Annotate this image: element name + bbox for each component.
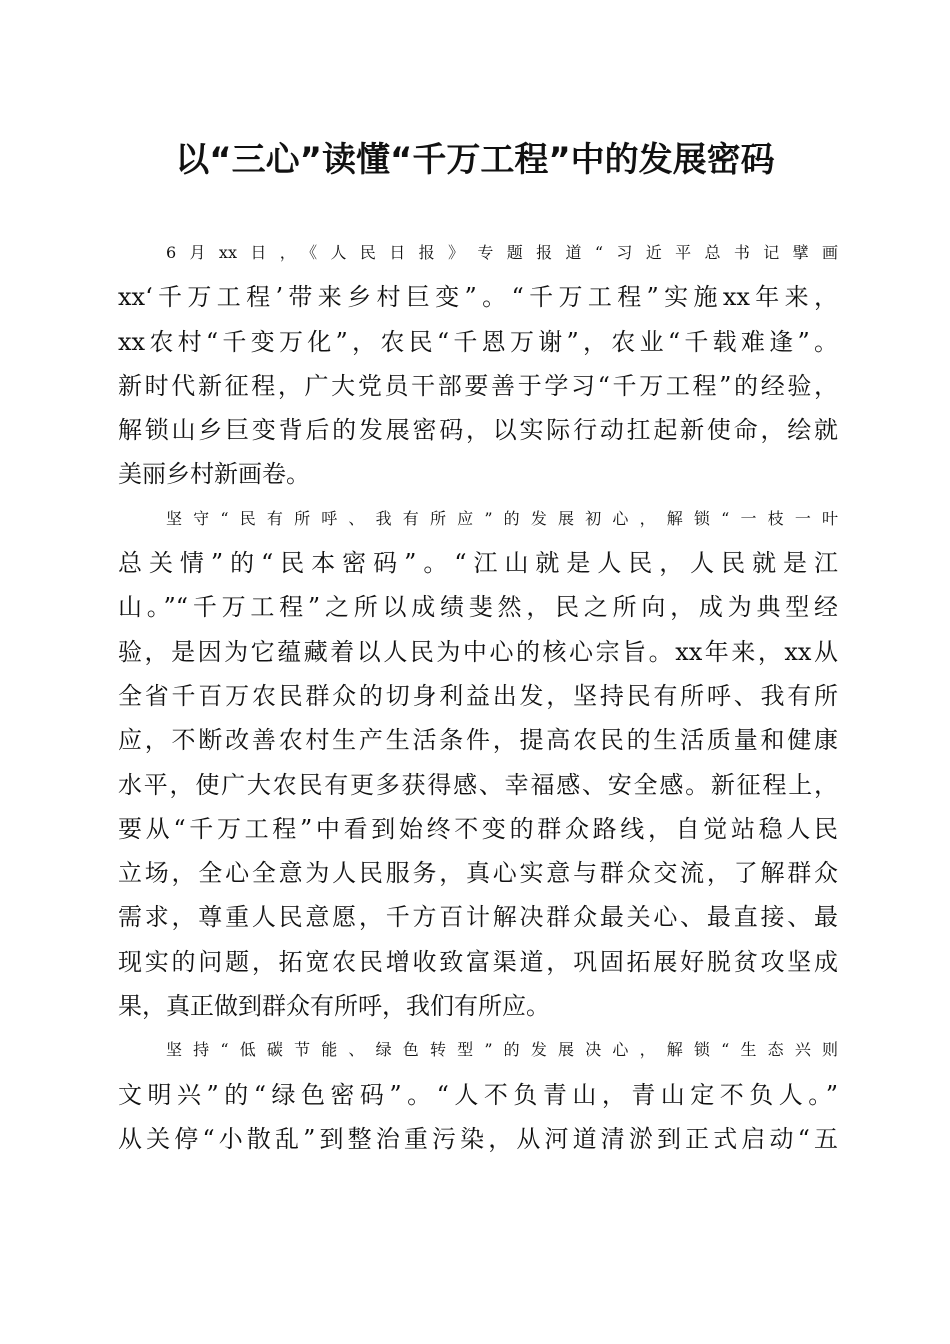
paragraph-line: 6月xx日，《人民日报》专题报道“习近平总书记擘画: [166, 243, 838, 262]
paragraph-line: 山。”“千万工程”之所以成绩斐然，民之所向，成为典型经: [118, 593, 838, 622]
paragraph-line: 验，是因为它蕴藏着以人民为中心的核心宗旨。xx年来，xx从: [118, 637, 838, 666]
document-title: 以“三心”读懂“千万工程”中的发展密码: [175, 140, 775, 180]
paragraph-line: 需求，尊重人民意愿，千方百计解决群众最关心、最直接、最: [118, 903, 838, 932]
paragraph-line: 总关情”的“民本密码”。“江山就是人民，人民就是江: [118, 549, 838, 578]
paragraph-line: 全省千百万农民群众的切身利益出发，坚持民有所呼、我有所: [118, 681, 838, 710]
paragraph-line: 文明兴”的“绿色密码”。“人不负青山，青山定不负人。”: [118, 1080, 838, 1109]
paragraph-line: 新时代新征程，广大党员干部要善于学习“千万工程”的经验，: [118, 371, 838, 400]
paragraph-line: 要从“千万工程”中看到始终不变的群众路线，自觉站稳人民: [118, 814, 838, 843]
paragraph-line: 立场，全心全意为人民服务，真心实意与群众交流，了解群众: [118, 859, 838, 888]
document-body: [118, 231, 838, 1161]
paragraph-2: [118, 497, 838, 1029]
paragraph-1: [118, 231, 838, 497]
paragraph-line: 水平，使广大农民有更多获得感、幸福感、安全感。新征程上，: [118, 770, 838, 799]
paragraph-line: xx‘千万工程’带来乡村巨变”。“千万工程”实施xx年来，: [118, 283, 838, 312]
paragraph-line: 坚守“民有所呼、我有所应”的发展初心，解锁“一枝一叶: [166, 508, 838, 528]
paragraph-line: 坚持“低碳节能、绿色转型”的发展决心，解锁“生态兴则: [166, 1040, 838, 1060]
paragraph-line: 美丽乡村新画卷。: [118, 460, 310, 489]
paragraph-line: xx农村“千变万化”，农民“千恩万谢”，农业“千载难逢”。: [118, 327, 838, 356]
paragraph-line: 解锁山乡巨变背后的发展密码，以实际行动扛起新使命，绘就: [118, 416, 838, 445]
paragraph-3: [118, 1028, 838, 1161]
paragraph-line: 应，不断改善农村生产生活条件，提高农民的生活质量和健康: [118, 726, 838, 755]
paragraph-line: 从关停“小散乱”到整治重污染，从河道清淤到正式启动“五: [118, 1124, 838, 1153]
paragraph-line: 果，真正做到群众有所呼，我们有所应。: [118, 992, 550, 1021]
paragraph-line: 现实的问题，拓宽农民增收致富渠道，巩固拓展好脱贫攻坚成: [118, 947, 838, 976]
